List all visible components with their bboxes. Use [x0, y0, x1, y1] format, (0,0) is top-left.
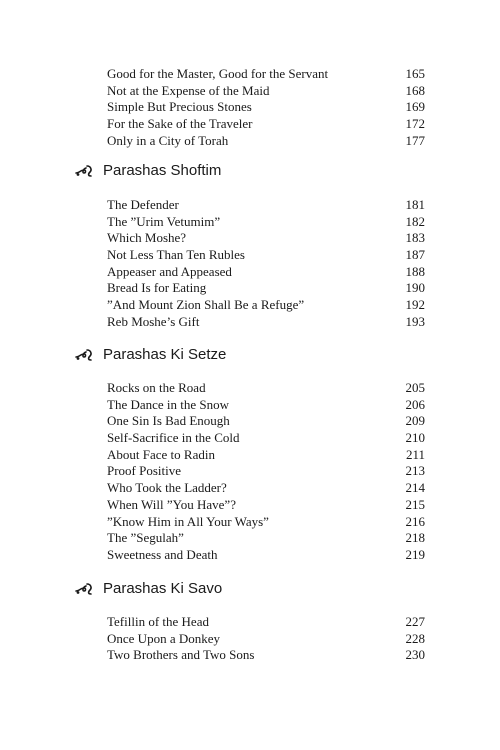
- toc-entry[interactable]: [107, 397, 425, 414]
- ornament-icon: [75, 164, 95, 178]
- toc-entry-page: 206: [405, 396, 425, 412]
- toc-entry-title: Bread Is for Eating: [107, 280, 207, 296]
- toc-entry[interactable]: [107, 297, 425, 314]
- section-heading-ki-savo[interactable]: [75, 580, 222, 597]
- toc-entry[interactable]: [107, 480, 425, 497]
- toc-entry[interactable]: [107, 230, 425, 247]
- toc-entry[interactable]: [107, 214, 425, 231]
- toc-entry-title: Tefillin of the Head: [107, 614, 209, 629]
- ornament-icon: [75, 582, 95, 596]
- section-heading-text: Parashas Shoftim: [103, 162, 222, 179]
- toc-entry-page: 219: [405, 546, 425, 562]
- toc-entry-page: 193: [405, 313, 425, 329]
- toc-entry-page: 168: [405, 82, 425, 98]
- toc-entry-title: Good for the Master, Good for the Servant: [107, 66, 329, 81]
- toc-entry[interactable]: [107, 530, 425, 547]
- toc-entry-title: Not Less Than Ten Rubles: [107, 247, 245, 263]
- toc-group-ki-savo: [107, 614, 425, 664]
- toc-entry[interactable]: [107, 430, 425, 447]
- toc-entry-page: 183: [405, 230, 425, 246]
- toc-entry-page: 181: [405, 197, 425, 212]
- toc-group-shoftim: [107, 197, 425, 331]
- toc-entry-page: 172: [405, 116, 425, 132]
- toc-entry-title: The Dance in the Snow: [107, 396, 230, 412]
- toc-entry-title: Self-Sacrifice in the Cold: [107, 430, 240, 446]
- toc-entry-page: 230: [405, 647, 425, 663]
- toc-entry[interactable]: [107, 614, 425, 631]
- toc-entry-title: Rocks on the Road: [107, 380, 206, 395]
- toc-entry-page: 215: [405, 496, 425, 512]
- toc-entry[interactable]: [107, 264, 425, 281]
- toc-entry-page: 209: [405, 413, 425, 429]
- toc-group-continued: [107, 66, 425, 149]
- toc-entry-title: Proof Positive: [107, 463, 182, 479]
- toc-entry-page: 227: [405, 614, 425, 629]
- toc-entry-title: For the Sake of the Traveler: [107, 116, 253, 132]
- toc-entry-title: The Defender: [107, 197, 179, 212]
- toc-entry[interactable]: [107, 280, 425, 297]
- toc-entry-page: 210: [405, 430, 425, 446]
- section-heading-text: Parashas Ki Savo: [103, 580, 223, 597]
- toc-entry-title: When Will ”You Have”?: [107, 496, 236, 512]
- toc-entry[interactable]: [107, 463, 425, 480]
- toc-entry[interactable]: [107, 116, 425, 133]
- toc-entry-title: The ”Urim Vetumim”: [107, 213, 221, 229]
- toc-entry-page: 188: [405, 263, 425, 279]
- toc-entry-title: Only in a City of Torah: [107, 132, 229, 148]
- toc-entry[interactable]: [107, 133, 425, 150]
- toc-entry[interactable]: [107, 631, 425, 648]
- toc-entry-title: Which Moshe?: [107, 230, 187, 246]
- toc-entry-page: 187: [405, 247, 425, 263]
- toc-entry-page: 216: [405, 513, 425, 529]
- toc-entry[interactable]: [107, 247, 425, 264]
- toc-entry-page: 169: [405, 99, 425, 115]
- toc-entry-page: 177: [405, 132, 425, 148]
- toc-entry-page: 214: [405, 480, 425, 496]
- toc-entry-title: ”And Mount Zion Shall Be a Refuge”: [107, 297, 305, 313]
- section-heading-ki-setze[interactable]: [75, 346, 226, 363]
- toc-entry-title: One Sin Is Bad Enough: [107, 413, 230, 429]
- toc-entry[interactable]: [107, 547, 425, 564]
- toc-entry[interactable]: [107, 497, 425, 514]
- toc-entry-title: Once Upon a Donkey: [107, 630, 220, 646]
- toc-entry[interactable]: [107, 83, 425, 100]
- toc-entry[interactable]: [107, 447, 425, 464]
- toc-group-ki-setze: [107, 380, 425, 564]
- section-heading-shoftim[interactable]: [75, 162, 221, 179]
- toc-entry-title: Who Took the Ladder?: [107, 480, 227, 496]
- toc-entry-title: Simple But Precious Stones: [107, 99, 252, 115]
- toc-entry-title: Appeaser and Appeased: [107, 263, 232, 279]
- toc-entry-title: Sweetness and Death: [107, 546, 218, 562]
- toc-entry[interactable]: [107, 66, 425, 83]
- toc-entry-title: ”Know Him in All Your Ways”: [107, 513, 269, 529]
- toc-entry-page: 211: [405, 446, 425, 462]
- toc-entry-page: 192: [405, 297, 425, 313]
- toc-entry-page: 165: [405, 66, 425, 81]
- toc-entry-title: Two Brothers and Two Sons: [107, 647, 255, 663]
- toc-entry[interactable]: [107, 197, 425, 214]
- toc-entry-page: 190: [405, 280, 425, 296]
- toc-entry-title: The ”Segulah”: [107, 530, 184, 546]
- toc-entry[interactable]: [107, 380, 425, 397]
- toc-entry[interactable]: [107, 514, 425, 531]
- toc-entry-page: 213: [405, 463, 425, 479]
- toc-entry-page: 182: [405, 213, 425, 229]
- toc-entry[interactable]: [107, 413, 425, 430]
- toc-entry[interactable]: [107, 647, 425, 664]
- ornament-icon: [75, 348, 95, 362]
- toc-entry-page: 228: [405, 630, 425, 646]
- toc-entry-title: About Face to Radin: [107, 446, 215, 462]
- toc-entry-title: Reb Moshe’s Gift: [107, 313, 200, 329]
- toc-entry-title: Not at the Expense of the Maid: [107, 82, 270, 98]
- toc-entry[interactable]: [107, 314, 425, 331]
- section-heading-text: Parashas Ki Setze: [103, 346, 227, 363]
- toc-entry[interactable]: [107, 99, 425, 116]
- toc-entry-page: 205: [405, 380, 425, 395]
- toc-entry-page: 218: [405, 530, 425, 546]
